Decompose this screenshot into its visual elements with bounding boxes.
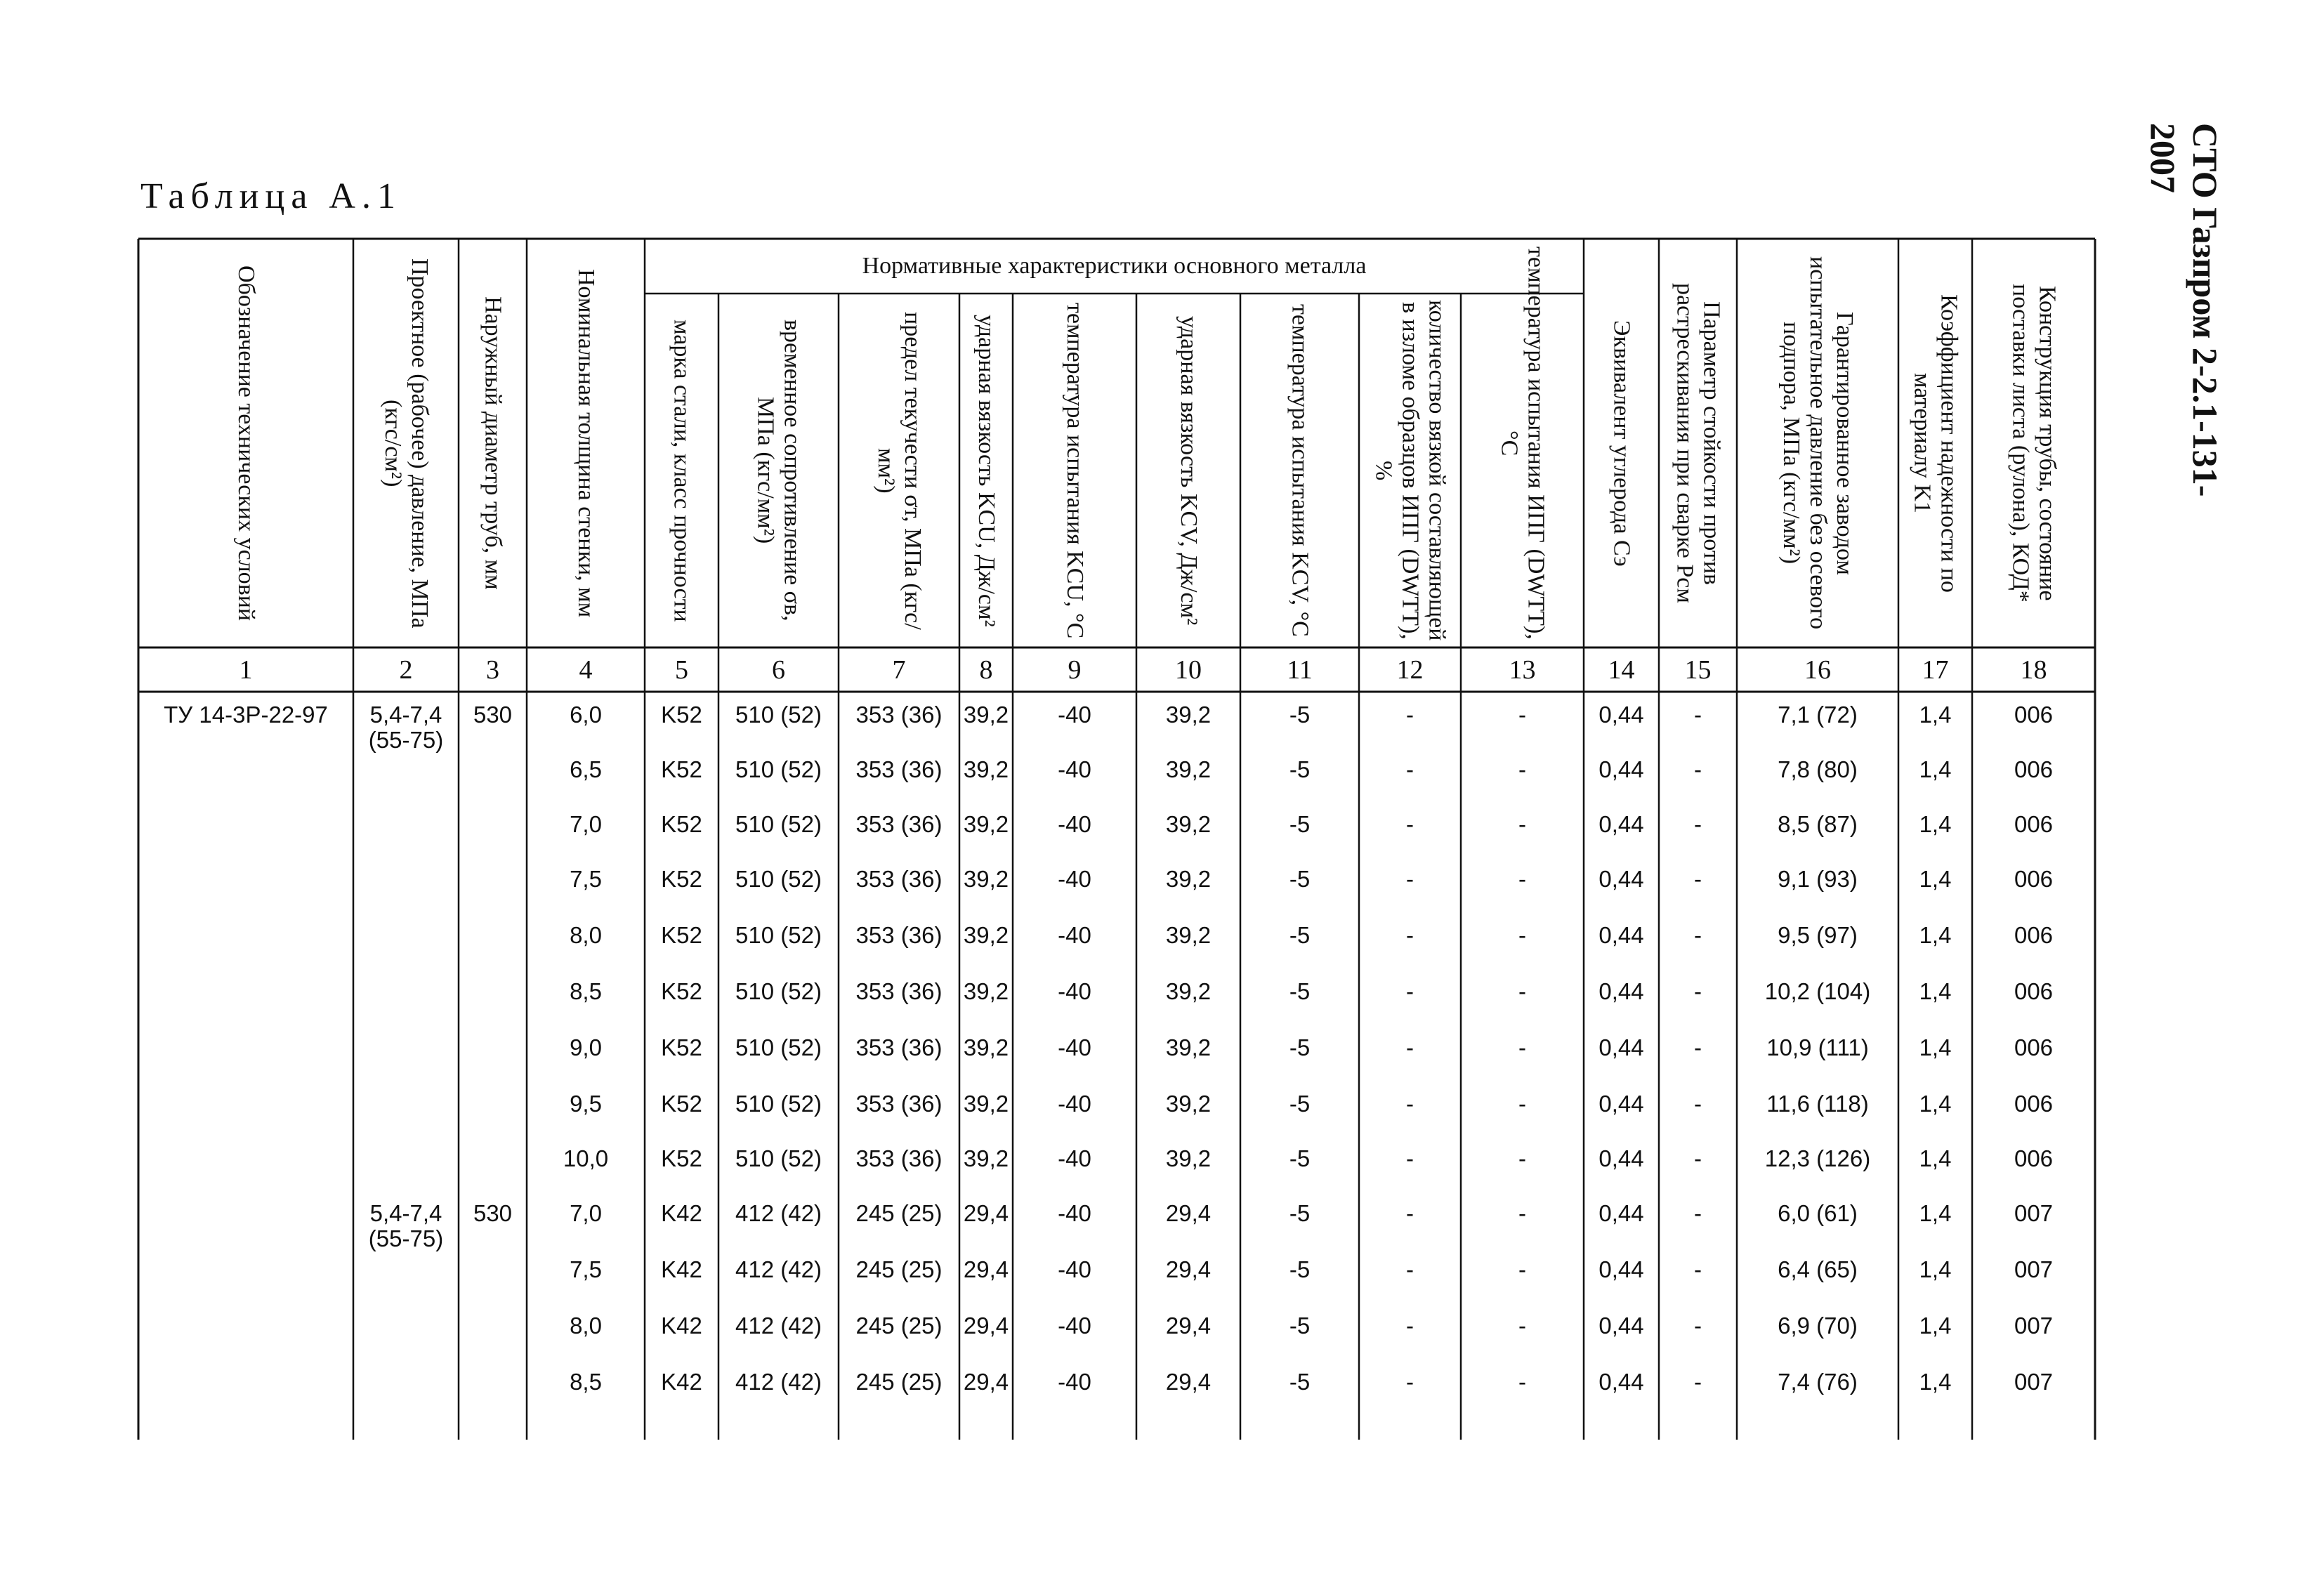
table-cell: 12,3 (126) [1764,1145,1871,1171]
table-cell: - [1406,1369,1414,1395]
table-cell: 9,5 (97) [1778,922,1858,948]
table-cell: 006 [2014,811,2054,837]
table-cell: 1,4 [1919,756,1952,782]
table-cell: - [1694,1256,1702,1282]
table-cell: -40 [1058,922,1091,948]
table-cell: K52 [661,1145,702,1171]
table-cell: -5 [1289,756,1311,782]
group-header: Нормативные характеристики основного металла [862,253,1367,279]
table-cell: - [1694,866,1702,892]
table-cell: - [1518,1313,1526,1339]
table-cell: 9,5 [570,1091,602,1117]
table-cell: 0,44 [1598,1256,1644,1282]
table-cell: - [1406,1091,1414,1117]
column-number: 9 [1068,655,1082,685]
column-header-label: Коэффициент надежности по материалу K1 [1909,294,1962,593]
column-header-label: температура испытания KCU, °С [1062,302,1088,639]
table-cell: 510 (52) [735,702,822,728]
table-cell: 39,2 [1165,1091,1212,1117]
column-header-label: Гарантированное заводом испытательное давление без осевого подпора, МПа (кгс/мм²) [1778,256,1858,630]
table-cell: 39,2 [1165,811,1212,837]
table-cell: 006 [2014,978,2054,1004]
table-cell: - [1518,702,1526,728]
table-cell: 1,4 [1919,1256,1952,1282]
table-cell: 10,2 (104) [1764,978,1871,1004]
column-header [1359,299,1461,642]
table-cell: 39,2 [1165,756,1212,782]
table-cell: 007 [2014,1200,2054,1226]
table-cell: K52 [661,811,702,837]
table-cell: K52 [661,978,702,1004]
table-cell: - [1694,702,1702,728]
table-cell: 0,44 [1598,702,1644,728]
table-cell: -40 [1058,1369,1091,1395]
column-header [1737,244,1898,642]
table-cell: -40 [1058,756,1091,782]
column-number: 4 [579,655,593,685]
table-cell: 353 (36) [855,1145,943,1171]
column-header [1659,244,1737,642]
column-number: 11 [1287,655,1313,685]
table-cell: - [1518,1034,1526,1060]
table-cell: - [1406,978,1414,1004]
table-cell: K42 [661,1369,702,1395]
table-cell: 39,2 [963,866,1009,892]
table-cell: -5 [1289,1034,1311,1060]
table-cell: - [1518,1256,1526,1282]
table-cell: 29,4 [1165,1369,1212,1395]
table-cell: 353 (36) [855,978,943,1004]
table-cell: 29,4 [1165,1313,1212,1339]
column-header-label: температура испытания ИПГ (DWTT), °С [1496,246,1549,640]
table-cell: 0,44 [1598,922,1644,948]
column-number: 2 [399,655,413,685]
table-cell: - [1694,1091,1702,1117]
column-header [353,244,459,642]
column-header [1972,244,2095,642]
column-header-label: температура испытания KCV, °С [1287,304,1313,637]
table-cell: -5 [1289,1145,1311,1171]
table-cell: - [1406,922,1414,948]
table-cell: - [1694,1145,1702,1171]
table-cell: 29,4 [963,1313,1009,1339]
table-cell: 007 [2014,1369,2054,1395]
column-header-label: Наружный диаметр труб, мм [480,296,506,590]
table-cell: 39,2 [963,702,1009,728]
table-cell: 8,0 [570,1313,602,1339]
column-header-label: ударная вязкость KCU, Дж/см² [973,314,999,627]
column-header [459,244,527,642]
table-cell: - [1518,756,1526,782]
table-cell: -40 [1058,866,1091,892]
table-cell: - [1694,1369,1702,1395]
table-cell: - [1518,1145,1526,1171]
table-cell: -5 [1289,866,1311,892]
table-cell: 006 [2014,922,2054,948]
table-cell: 6,0 (61) [1778,1200,1858,1226]
column-number: 10 [1175,655,1202,685]
table-cell: 510 (52) [735,978,822,1004]
table-cell: 510 (52) [735,756,822,782]
document-code: СТО Газпром 2-2.1-131-2007 [2144,123,2225,497]
table-cell: -40 [1058,1145,1091,1171]
table-cell: - [1694,1034,1702,1060]
table-cell: K52 [661,702,702,728]
table-cell: 0,44 [1598,1200,1644,1226]
table-cell: 0,44 [1598,1091,1644,1117]
table-cell: - [1694,922,1702,948]
table-cell: 6,9 (70) [1778,1313,1858,1339]
table-cell: 245 (25) [855,1369,943,1395]
table-cell: 1,4 [1919,702,1952,728]
column-number: 15 [1684,655,1712,685]
table-cell: 412 (42) [735,1256,822,1282]
column-header-label: Номинальная толщина стенки, мм [573,268,599,618]
table-cell: 10,9 (111) [1766,1034,1869,1060]
table-cell: 006 [2014,1034,2054,1060]
column-number: 14 [1608,655,1635,685]
table-cell: 1,4 [1919,978,1952,1004]
table-cell: 245 (25) [855,1313,943,1339]
table-cell: 39,2 [1165,702,1212,728]
table-cell: 1,4 [1919,922,1952,948]
table-cell: - [1518,1200,1526,1226]
column-number: 13 [1509,655,1536,685]
table-cell: 245 (25) [855,1256,943,1282]
table-cell: 1,4 [1919,811,1952,837]
table-cell: -5 [1289,922,1311,948]
column-header-label: марка стали, класс прочности [669,319,695,622]
column-header-label: Параметр стойкости против растрескивания при сварке Pcм [1672,283,1725,603]
table-cell: 9,0 [570,1034,602,1060]
table-cell: 0,44 [1598,978,1644,1004]
table-cell: 39,2 [1165,1145,1212,1171]
table-cell: -40 [1058,702,1091,728]
table-caption: Таблица А.1 [140,176,402,216]
table-cell: 8,5 [570,1369,602,1395]
column-header [1240,299,1359,642]
table-cell: - [1518,922,1526,948]
table-cell: 39,2 [963,1034,1009,1060]
table-cell: 7,1 (72) [1778,702,1858,728]
table-cell: - [1406,866,1414,892]
diameter-cell: 530 [473,702,513,728]
table-cell: 39,2 [1165,866,1212,892]
diameter-cell: 530 [473,1200,513,1226]
column-header [1461,244,1584,642]
table-cell: -40 [1058,1256,1091,1282]
table-cell: 8,5 [570,978,602,1004]
table-cell: 0,44 [1598,756,1644,782]
table-cell: 39,2 [963,756,1009,782]
table-cell: 39,2 [963,978,1009,1004]
table-cell: 6,5 [570,756,602,782]
column-header-label: Конструкция трубы, состояние поставки листа (рулона), КОД* [2007,284,2061,603]
table-cell: - [1518,811,1526,837]
table-cell: 510 (52) [735,922,822,948]
column-number: 8 [979,655,993,685]
table-cell: 7,0 [570,811,602,837]
table-cell: K42 [661,1313,702,1339]
table-cell: -5 [1289,702,1311,728]
table-cell: 510 (52) [735,1145,822,1171]
column-header [839,299,959,642]
column-header [959,299,1013,642]
table-cell: 39,2 [963,922,1009,948]
table-cell: 007 [2014,1313,2054,1339]
table-cell: 39,2 [963,1091,1009,1117]
table-cell: - [1406,756,1414,782]
table-cell: -5 [1289,1256,1311,1282]
table-cell: 1,4 [1919,1145,1952,1171]
pressure-cell: 5,4-7,4 (55-75) [368,1200,444,1251]
table-cell: - [1518,1091,1526,1117]
table-cell: -5 [1289,1313,1311,1339]
table-cell: 353 (36) [855,1034,943,1060]
table-cell: - [1694,978,1702,1004]
column-header [1136,299,1240,642]
table-cell: 39,2 [1165,922,1212,948]
table-cell: K42 [661,1200,702,1226]
table-cell: 10,0 [563,1145,609,1171]
table-cell: 1,4 [1919,1034,1952,1060]
column-number: 12 [1396,655,1424,685]
table-cell: - [1518,978,1526,1004]
table-cell: -5 [1289,1091,1311,1117]
table-cell: 6,4 (65) [1778,1256,1858,1282]
table-cell: 7,0 [570,1200,602,1226]
table-cell: - [1518,1369,1526,1395]
table-cell: K52 [661,1091,702,1117]
column-header [527,244,645,642]
table-cell: 353 (36) [855,811,943,837]
table-cell: - [1406,1313,1414,1339]
table-cell: 11,6 (118) [1766,1091,1869,1117]
table-cell: 006 [2014,866,2054,892]
table-cell: 7,5 [570,866,602,892]
table-cell: 29,4 [1165,1256,1212,1282]
table-cell: 0,44 [1598,866,1644,892]
table-cell: - [1694,1200,1702,1226]
table-cell: 7,4 (76) [1778,1369,1858,1395]
column-header-label: ударная вязкость KCV, Дж/см² [1176,315,1202,626]
column-number: 6 [772,655,785,685]
column-number: 7 [892,655,906,685]
table-cell: 0,44 [1598,1313,1644,1339]
table-cell: 8,5 (87) [1778,811,1858,837]
table-cell: K52 [661,922,702,948]
table-cell: K42 [661,1256,702,1282]
column-number: 18 [2020,655,2047,685]
table-cell: 353 (36) [855,702,943,728]
table-cell: -40 [1058,1034,1091,1060]
column-header [645,299,718,642]
column-header-label: Эквивалент углерода Сэ [1608,320,1635,567]
table-cell: 1,4 [1919,1091,1952,1117]
column-header-label: Проектное (рабочее) давление, МПа (кгс/см²) [380,258,433,629]
table-cell: - [1406,1256,1414,1282]
table-cell: 510 (52) [735,811,822,837]
table-cell: 29,4 [1165,1200,1212,1226]
table-cell: 29,4 [963,1369,1009,1395]
table-cell: 412 (42) [735,1369,822,1395]
table-cell: 0,44 [1598,1369,1644,1395]
table-cell: 8,0 [570,922,602,948]
table-cell: 1,4 [1919,1313,1952,1339]
table-cell: 0,44 [1598,1145,1644,1171]
table-cell: 29,4 [963,1256,1009,1282]
table-cell: 006 [2014,756,2054,782]
table-cell: 353 (36) [855,756,943,782]
column-header [1013,299,1136,642]
column-header [1898,244,1972,642]
table-cell: 353 (36) [855,866,943,892]
table-cell: 7,8 (80) [1778,756,1858,782]
table-cell: 0,44 [1598,811,1644,837]
table-cell: -40 [1058,811,1091,837]
table-cell: -40 [1058,1091,1091,1117]
table-cell: 006 [2014,1145,2054,1171]
table-cell: 39,2 [1165,978,1212,1004]
column-header-label: предел текучести σт, МПа (кгс/мм²) [873,311,926,630]
table-cell: K52 [661,756,702,782]
table-cell: -40 [1058,978,1091,1004]
table-cell: 1,4 [1919,1200,1952,1226]
table-cell: -40 [1058,1200,1091,1226]
table-cell: - [1406,1034,1414,1060]
table-cell: 9,1 (93) [1778,866,1858,892]
table-cell: - [1694,756,1702,782]
table-cell: 7,5 [570,1256,602,1282]
column-number: 5 [675,655,688,685]
table-cell: 412 (42) [735,1200,822,1226]
table-cell: 39,2 [1165,1034,1212,1060]
table-cell: 412 (42) [735,1313,822,1339]
table-cell: 1,4 [1919,866,1952,892]
table-cell: - [1694,1313,1702,1339]
table-cell: - [1406,1145,1414,1171]
table-cell: - [1518,866,1526,892]
table-cell: 510 (52) [735,866,822,892]
table-cell: -5 [1289,811,1311,837]
column-header [138,244,353,642]
column-header [1584,244,1659,642]
table-cell: - [1694,811,1702,837]
column-number: 17 [1922,655,1949,685]
table-cell: K52 [661,866,702,892]
tu-cell: ТУ 14-3Р-22-97 [164,702,328,728]
table-cell: 245 (25) [855,1200,943,1226]
column-number: 1 [239,655,253,685]
table-cell: 29,4 [963,1200,1009,1226]
table-cell: -5 [1289,1369,1311,1395]
pressure-cell: 5,4-7,4 (55-75) [368,702,444,753]
table-cell: 39,2 [963,811,1009,837]
table-cell: - [1406,811,1414,837]
table-cell: 353 (36) [855,922,943,948]
column-header [718,299,839,642]
table-cell: -5 [1289,1200,1311,1226]
table-cell: K52 [661,1034,702,1060]
table-cell: -40 [1058,1313,1091,1339]
table-cell: 006 [2014,1091,2054,1117]
table-cell: 510 (52) [735,1034,822,1060]
table-cell: 006 [2014,702,2054,728]
table-cell: 0,44 [1598,1034,1644,1060]
table-cell: - [1406,702,1414,728]
table-cell: -5 [1289,978,1311,1004]
table-cell: 39,2 [963,1145,1009,1171]
table-cell: 6,0 [570,702,602,728]
table-cell: 1,4 [1919,1369,1952,1395]
table-cell: 007 [2014,1256,2054,1282]
column-header-label: временное сопротивление σв, МПа (кгс/мм²) [752,320,806,622]
column-header-label: количество вязкой составляющей в изломе образцов ИПГ (DWTT), % [1370,300,1450,641]
column-header-label: Обозначение технических условий [233,265,259,622]
table-cell: - [1406,1200,1414,1226]
table-cell: 353 (36) [855,1091,943,1117]
column-number: 3 [486,655,499,685]
table-cell: 510 (52) [735,1091,822,1117]
column-number: 16 [1804,655,1831,685]
